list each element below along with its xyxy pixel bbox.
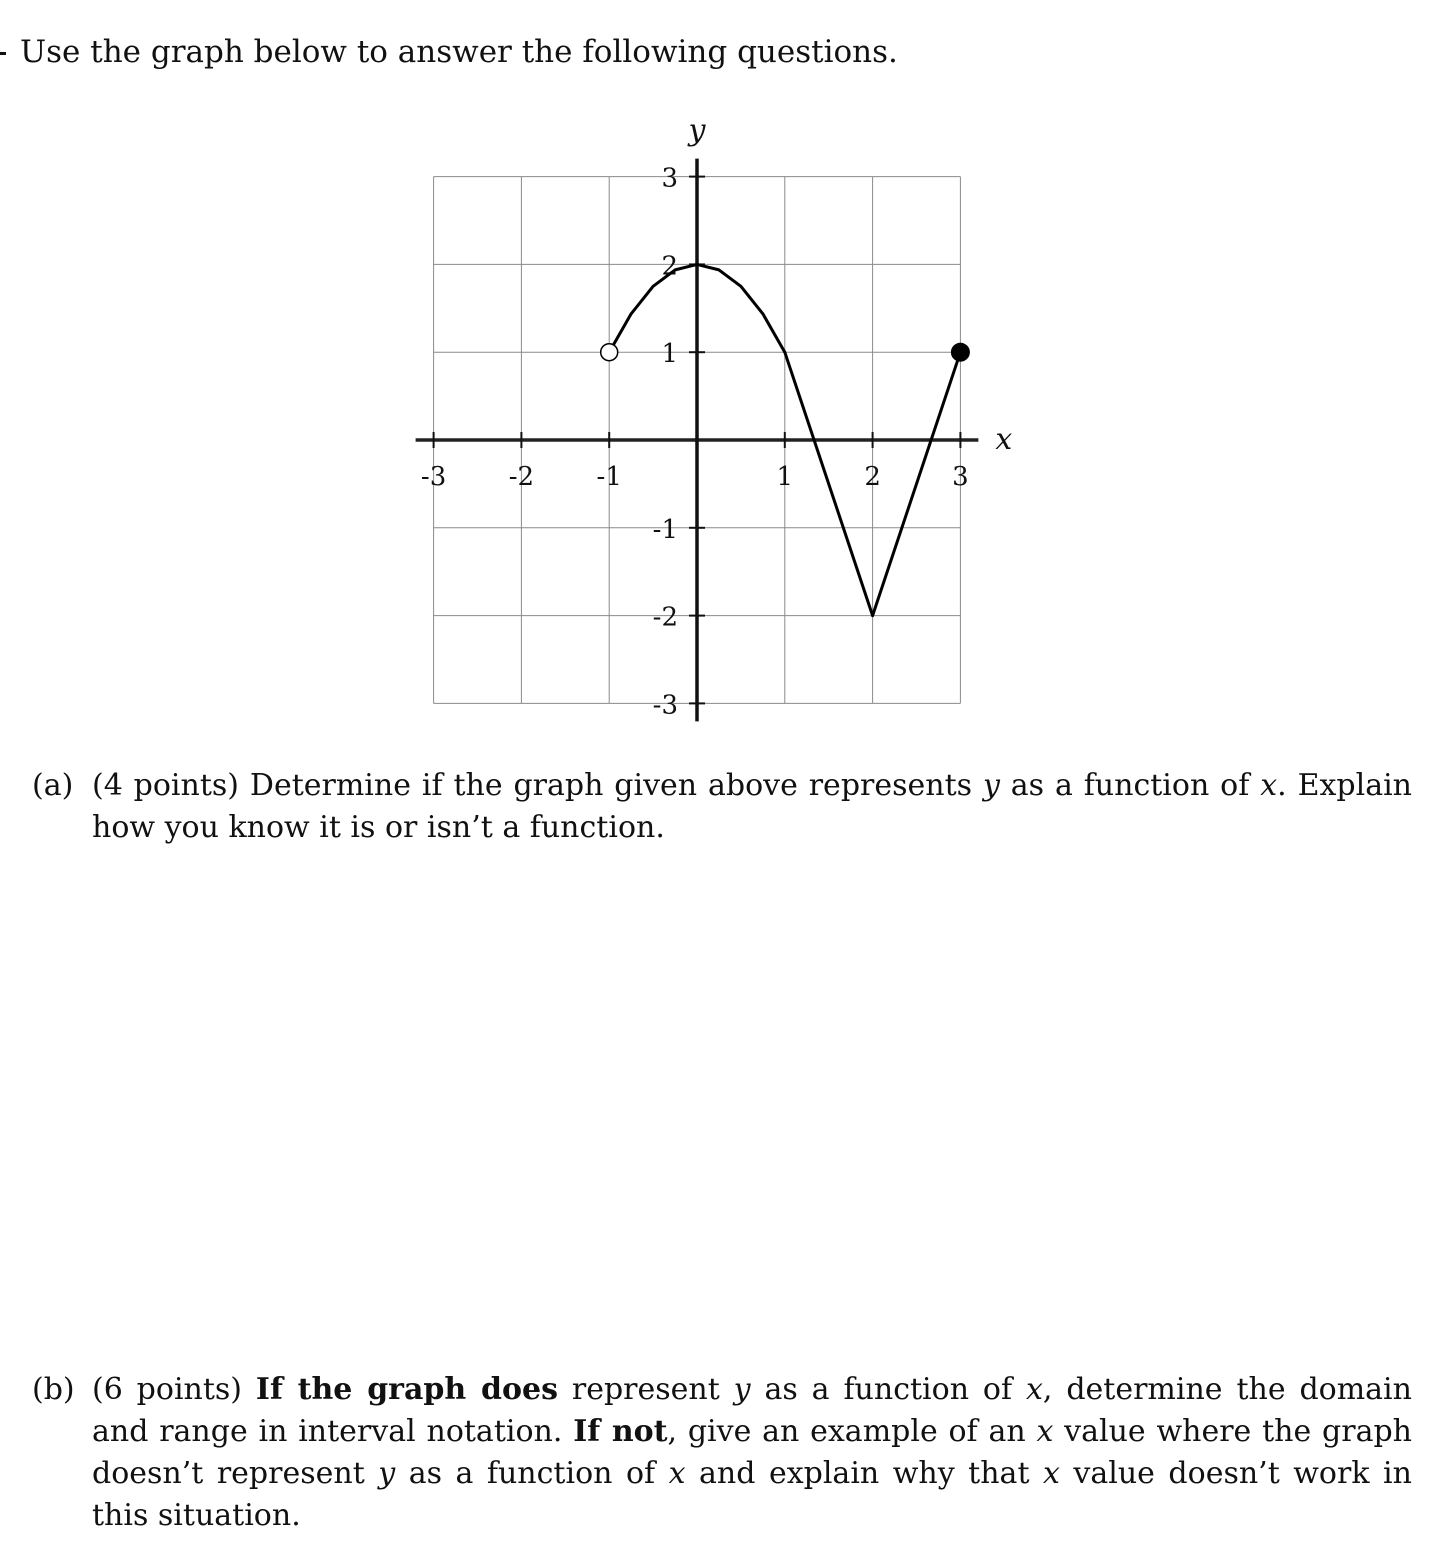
x-axis-label: x: [995, 422, 1013, 457]
question-b-bold-1: If the graph does: [255, 1372, 558, 1407]
var-y: y: [733, 1372, 751, 1407]
question-a: [32, 765, 1412, 849]
y-tick-label: -2: [652, 602, 678, 633]
open-endpoint: [601, 344, 618, 361]
var-y: y: [378, 1456, 396, 1491]
var-x: x: [1025, 1372, 1043, 1407]
closed-endpoint: [951, 343, 969, 361]
intro-text: Use the graph below to answer the following questions.: [20, 34, 898, 70]
question-a-text-1: Determine if the graph given above represents: [249, 768, 973, 803]
function-graph: [0, 0, 1436, 760]
question-b-points: (6 points): [92, 1372, 243, 1407]
question-a-text-3: . Explain how you know it is or isn’t a function.: [92, 768, 1412, 845]
curve-segment: [785, 352, 873, 615]
x-tick-label: -3: [420, 462, 447, 492]
question-b: [32, 1369, 1412, 1537]
question-a-text-2: as a function of: [1010, 768, 1250, 803]
question-b-bold-2: If not: [573, 1414, 668, 1449]
question-a-label: (a): [32, 768, 74, 803]
var-y: y: [982, 768, 1000, 803]
var-x: x: [1043, 1456, 1060, 1491]
question-a-text: [92, 765, 1412, 849]
y-tick-label: -1: [652, 514, 678, 545]
y-axis-label: y: [688, 113, 706, 148]
axes: [416, 159, 979, 722]
var-x: x: [668, 1456, 686, 1491]
y-tick-label: 2: [661, 251, 678, 282]
question-b-text-5: value where the graph doesn’t represent: [92, 1414, 1412, 1491]
x-tick-label: 3: [952, 462, 969, 492]
x-tick-label: -2: [508, 462, 535, 492]
question-b-text-8: value doesn’t work in this situation.: [92, 1456, 1412, 1533]
question-b-text-3: , determine the domain and range in interval notation.: [92, 1372, 1412, 1449]
tick-labels: [421, 164, 969, 721]
question-b-text-6: as a function of: [408, 1456, 656, 1491]
y-tick-label: 1: [661, 339, 678, 370]
y-tick-label: 3: [661, 163, 678, 194]
var-x: x: [1036, 1414, 1054, 1449]
question-b-text-4: , give an example of an: [667, 1414, 1026, 1449]
question-a-points: (4 points): [92, 768, 240, 803]
question-b-text-2: as a function of: [764, 1372, 1013, 1407]
question-b-text: [92, 1369, 1412, 1537]
x-tick-label: 2: [864, 462, 881, 492]
curve-segment: [873, 352, 961, 615]
y-tick-label: -3: [652, 690, 678, 721]
x-tick-label: -1: [596, 462, 622, 492]
question-b-text-1: represent: [571, 1372, 720, 1407]
x-tick-label: 1: [776, 462, 794, 492]
question-b-text-7: and explain why that: [699, 1456, 1030, 1491]
var-x: x: [1260, 768, 1278, 803]
question-b-label: (b): [32, 1372, 75, 1407]
